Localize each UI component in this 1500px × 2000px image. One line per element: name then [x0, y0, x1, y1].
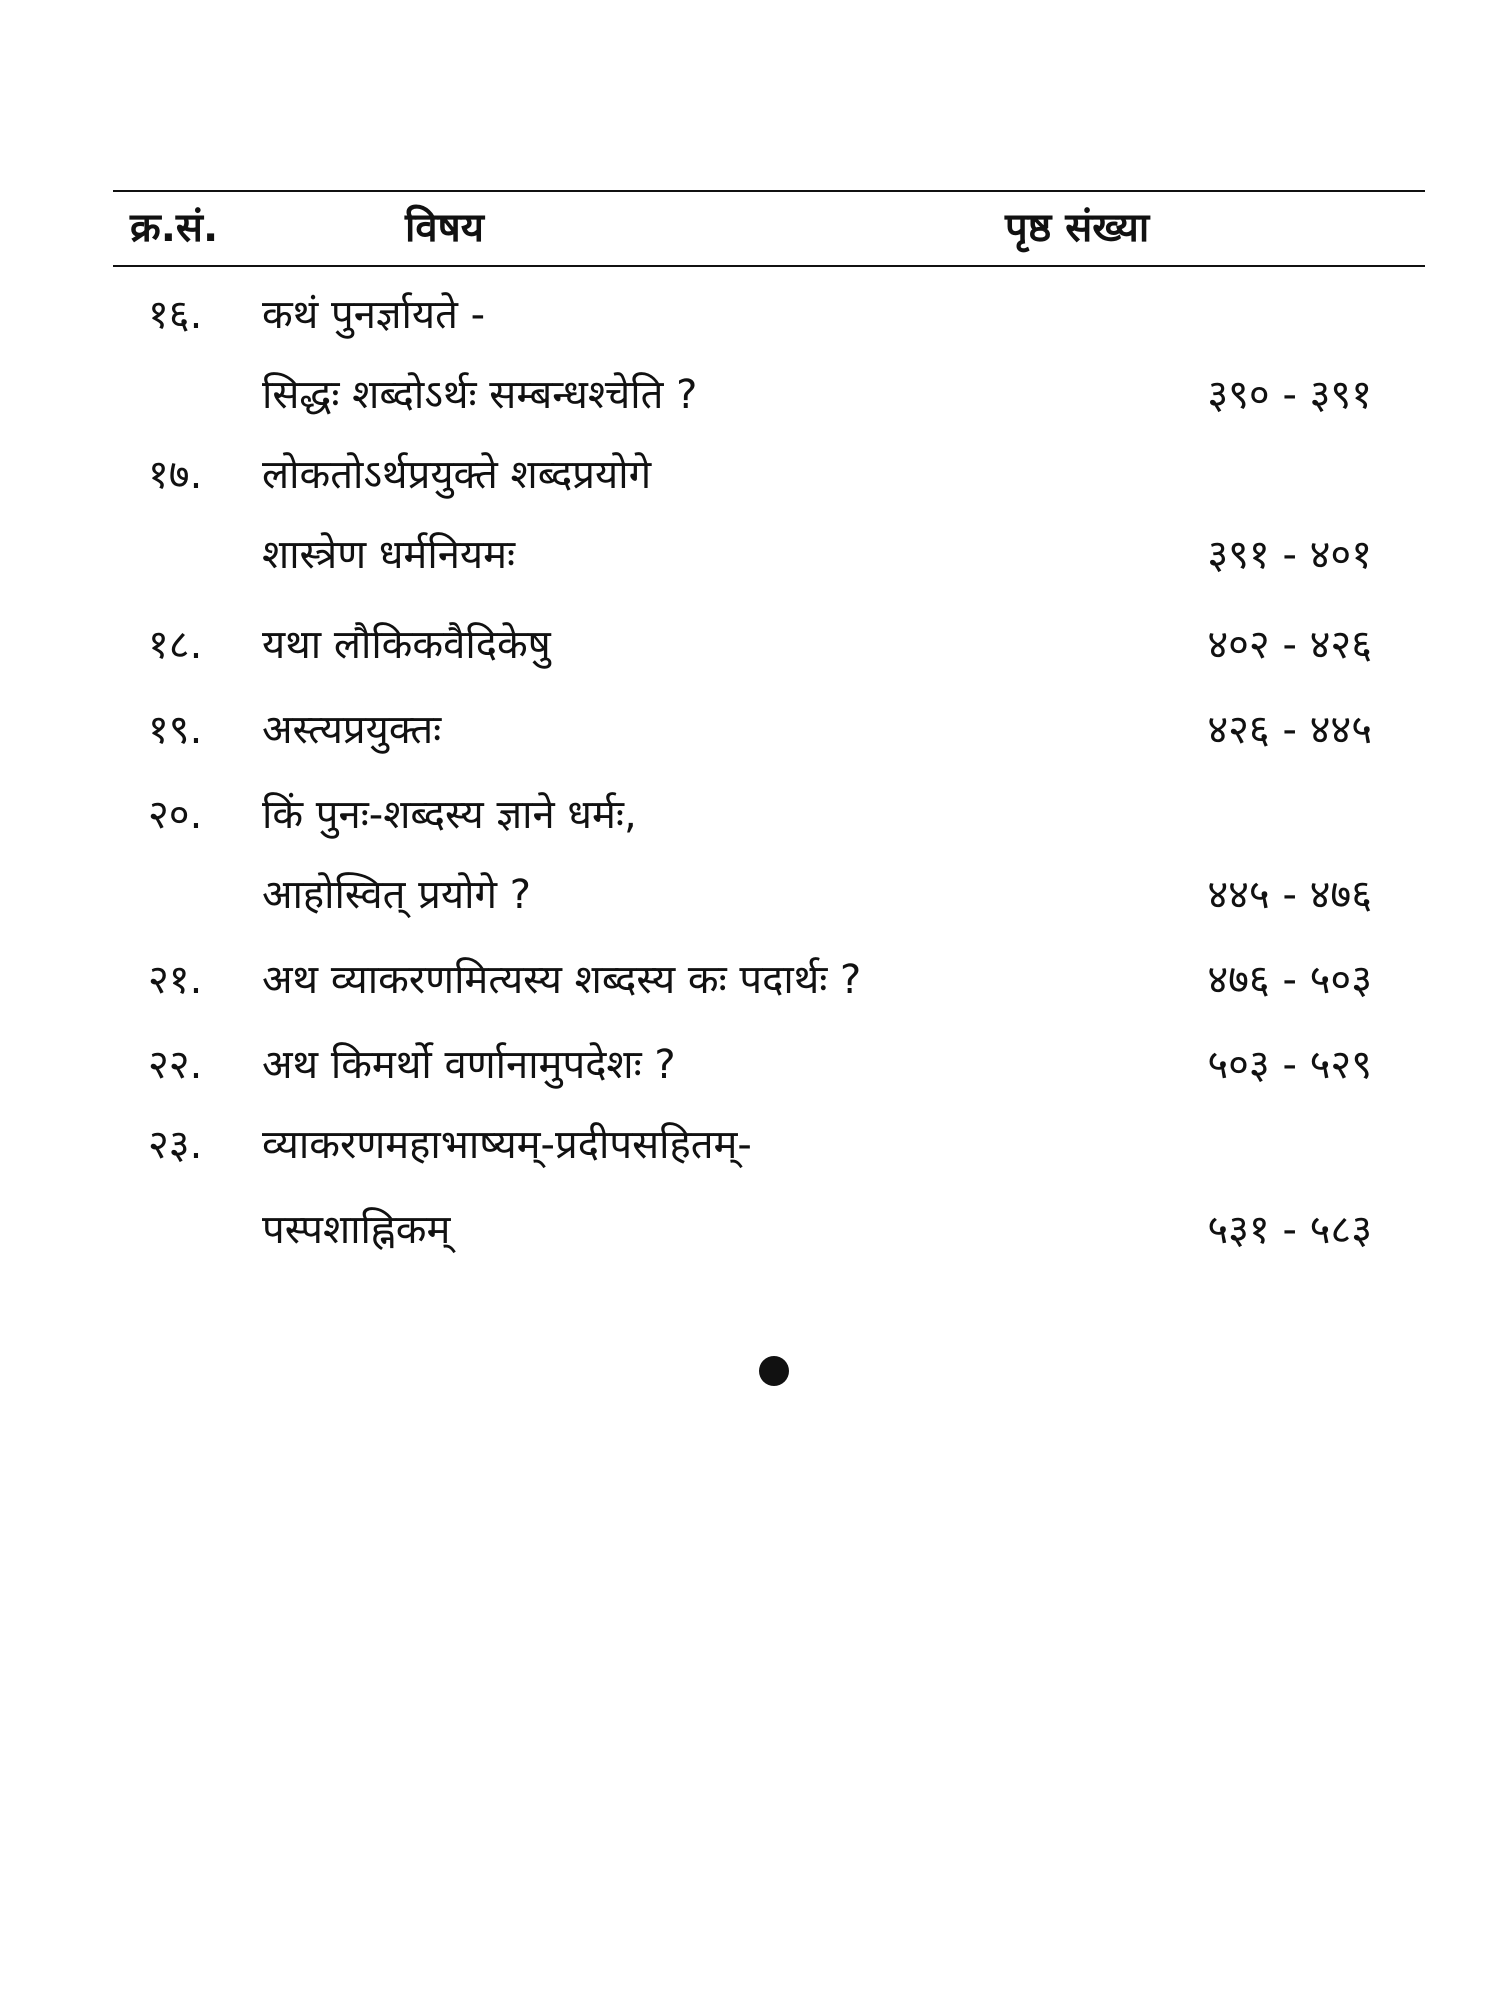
- entry-title-line-1: लोकतोऽर्थप्रयुक्ते शब्दप्रयोगे: [262, 452, 652, 498]
- entry-number: १९.: [148, 707, 203, 753]
- entry-number: २०.: [148, 792, 203, 838]
- entry-page-range: ४७६ - ५०३: [1207, 957, 1372, 1003]
- entry-title-line-1: अस्त्यप्रयुक्तः: [262, 707, 442, 753]
- entry-page-range: ५३१ - ५८३: [1207, 1207, 1372, 1253]
- toc-entry-16: [0, 285, 1500, 345]
- entry-title-line-1: अथ किमर्थो वर्णानामुपदेशः ?: [262, 1042, 676, 1088]
- toc-entry-18: [0, 615, 1500, 675]
- entry-number: १८.: [148, 622, 203, 668]
- toc-entry-21: [0, 950, 1500, 1010]
- entry-page-range: ४०२ - ४२६: [1207, 622, 1372, 668]
- entry-number: २३.: [148, 1122, 203, 1168]
- entry-title-line-1: यथा लौकिकवैदिकेषु: [262, 622, 551, 668]
- toc-entry-22: [0, 1035, 1500, 1095]
- entry-title-line-2: शास्त्रेण धर्मनियमः: [262, 532, 516, 578]
- entry-title-line-1: कथं पुनर्ज्ञायते -: [262, 292, 486, 338]
- entry-number: १७.: [148, 452, 203, 498]
- toc-entry-23: [0, 1115, 1500, 1175]
- entry-page-range: ५०३ - ५२९: [1207, 1042, 1372, 1088]
- page-number-heading: पृष्ठ संख्या: [1005, 205, 1150, 251]
- entry-title-line-2: पस्पशाह्निकम्: [262, 1207, 451, 1253]
- entry-number: १६.: [148, 292, 203, 338]
- toc-entry-23-continued: [0, 1200, 1500, 1260]
- entry-title-line-1: अथ व्याकरणमित्यस्य शब्दस्य कः पदार्थः ?: [262, 957, 862, 1003]
- entry-page-range: ३९१ - ४०१: [1207, 532, 1372, 578]
- entry-title-line-2: आहोस्वित् प्रयोगे ?: [262, 872, 531, 918]
- end-bullet-icon: [759, 1356, 789, 1386]
- entry-number: २१.: [148, 957, 203, 1003]
- toc-entry-17: [0, 445, 1500, 505]
- header-top-rule: [113, 190, 1425, 192]
- toc-entry-17-continued: [0, 525, 1500, 585]
- entry-page-range: ३९० - ३९१: [1207, 372, 1372, 418]
- subject-heading: विषय: [405, 205, 484, 251]
- toc-entry-19: [0, 700, 1500, 760]
- toc-entry-20: [0, 785, 1500, 845]
- toc-entry-20-continued: [0, 865, 1500, 925]
- toc-entry-16-continued: [0, 365, 1500, 425]
- entry-title-line-1: व्याकरणमहाभाष्यम्-प्रदीपसहितम्-: [262, 1122, 752, 1168]
- entry-title-line-1: किं पुनः-शब्दस्य ज्ञाने धर्मः,: [262, 792, 637, 838]
- entry-title-line-2: सिद्धः शब्दोऽर्थः सम्बन्धश्चेति ?: [262, 372, 698, 418]
- entry-number: २२.: [148, 1042, 203, 1088]
- header-bottom-rule: [113, 265, 1425, 267]
- entry-page-range: ४२६ - ४४५: [1207, 707, 1372, 753]
- entry-page-range: ४४५ - ४७६: [1207, 872, 1372, 918]
- serial-number-heading: क्र.सं.: [130, 205, 219, 251]
